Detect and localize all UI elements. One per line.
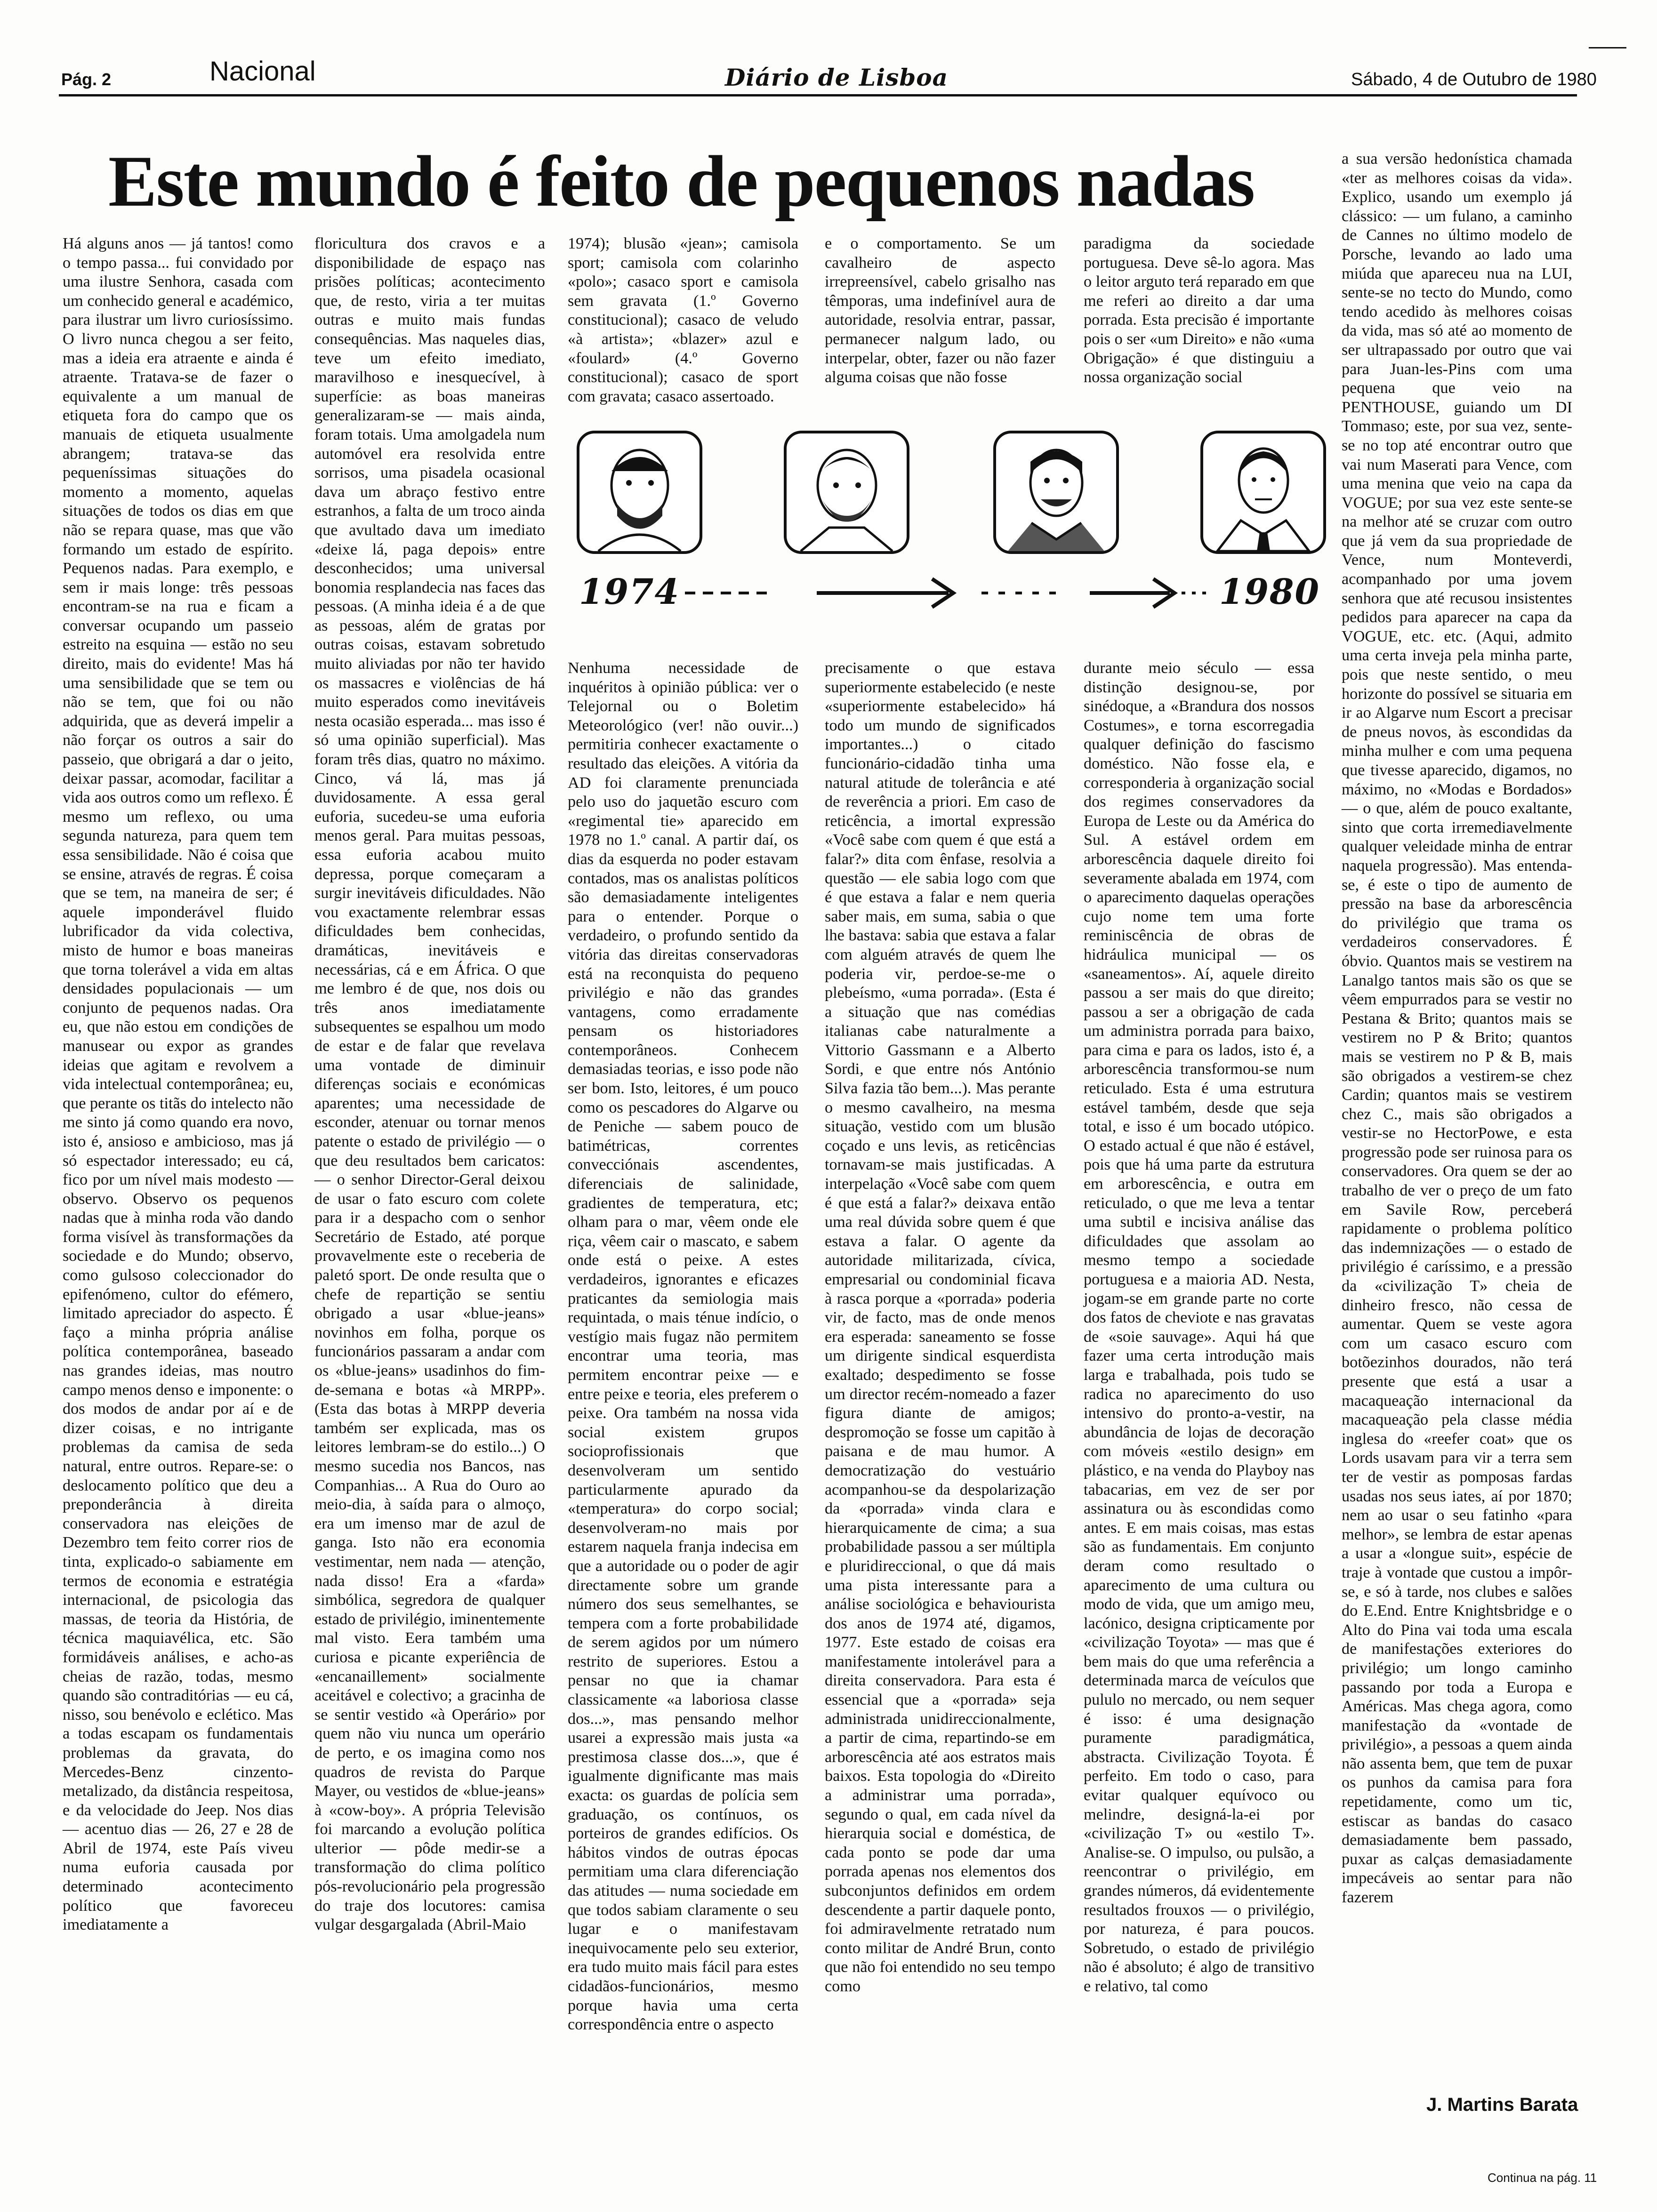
- suit-and-tie-man-icon: [1203, 433, 1323, 551]
- tv-screen-2: [784, 431, 909, 554]
- col5-text: durante meio século — essa distinção designou-se, por sinédoque, a «Brandura dos nossos Costumes», e torna escorregadia qualquer definição do fascismo doméstico. Não fosse ela, e corresponderia à organização social dos regimes conservadores da Europa de Leste ou da América do Sul. A estável ordem em arborescência daquele direito foi severamente abalada em 1974, com o aparecimento daquelas operações cujo nome tem uma forte reminiscência de obras de hidráulica municipal — os «saneamentos». Aí, aquele direito passou a ser mais do que direito; passou a ser a obrigação de cada um administra porrada para baixo, para cima e para os lados, isto é, a arborescência transformou-se num reticulado. Esta é uma estrutura estável também, desde que seja total, e isso é um bocado utópico. O estado actual é que não é estável, pois que há uma parte da estrutura em arborescência, e outra em reticulado, o que me leva a tentar uma subtil e incisiva análise das dificuldades que assolam ao mesmo tempo a sociedade portuguesa e a maioria AD. Nesta, jogam-se em grande parte no corte dos fatos de cheviote e nas gravatas de «soie sauvage». Aqui há que fazer uma certa introdução mais larga e trabalhada, pois tudo se radica no aparecimento do uso intensivo do pronto-a-vestir, na abundância de lojas de decoração com móveis «estilo design» em plástico, e na venda do Playboy nas tabacarias, em vez de ser por assinatura ou às escondidas como antes. E em mais coisas, mas estas são as fundamentais. Em conjunto deram como resultado o aparecimento de uma cultura ou modo de vida, que um amigo meu, lacónico, designa cripticamente por «civilização Toyota» — mas que é bem mais do que uma referência a determinada marca de veículos que pululo no mercado, ou nem sequer é isso: é uma designação puramente paradigmática, abstracta. Civilização Toyota. É perfeito. Em todo o caso, para evitar qualquer equívoco ou melindre, designá-la-ei por «civilização T» ou «estilo T». Analise-se. O impulso, ou pulsão, a reencontrar o privilégio, em grandes números, dá evidentemente resultados frouxos — o privilégio, por natureza, é para poucos. Sobretudo, o estado de privilégio não é absoluto; é algo de transitivo e relativo, tal como: [1084, 659, 1314, 1995]
- bearded-man-icon: [787, 433, 907, 551]
- column-4: [825, 659, 1055, 2158]
- column-6: [1342, 150, 1572, 2068]
- continuation-note: Continua na pág. 11: [1488, 2171, 1597, 2185]
- col3-text: Nenhuma necessidade de inquéritos à opinião pública: ver o Telejornal ou o Boletim Meteorológico (ver! não ouvir...) permitiria conhecer exactamente o resultado das eleições. A vitória da AD foi claramente prenunciada pelo uso do jaquetão escuro com «regimental tie» aparecido em 1978 no 1.º canal. A partir daí, os dias da esquerda no poder estavam contados, mas os analistas políticos são demasiadamente inteligentes para o entender. Porque o verdadeiro, o profundo sentido da vitória das direitas conservadoras está na reconquista do pequeno privilégio e não das grandes vantagens, como erradamente pensam os historiadores contemporâneos. Conhecem demasiadas teorias, e isso pode não ser bom. Isto, leitores, é um pouco como os pescadores do Algarve ou de Peniche — sabem pouco de batimétricas, correntes convecciónais ascendentes, diferenciais de salinidade, gradientes de temperatura, etc; olham para o mar, vêem onde ele riça, vêem cair o mascato, e sabem onde está o peixe. A estes verdadeiros, ignorantes e eficazes praticantes da semiologia mais requintada, o mais ténue indício, o vestígio mais fugaz não permitem encontrar uma teoria, mas permitem encontrar peixe — e entre peixe e teoria, eles preferem o peixe. Ora também na nossa vida social existem grupos socioprofissionais que desenvolveram um sentido particularmente apurado da «temperatura» do corpo social; desenvolveram-no mais por estarem naquela franja indecisa em que a autoridade ou o poder de agir directamente sobre um grande número dos seus semelhantes, se tempera com a forte probabilidade de serem agidos por um número restrito de superiores. Estou a pensar no que ia chamar classicamente «a laboriosa classe dos...», mas pensando melhor usarei a expressão mais justa «a prestimosa classe dos...», que é igualmente dignificante mas mais exacta: os guardas de polícia sem graduação, os contínuos, os porteiros de grandes edifícios. Os hábitos vindos de outras épocas permitiam uma clara diferenciação das atitudes — numa sociedade em que todos sabiam claramente o seu lugar e o manifestavam inequivocamente pelo seu exterior, era tudo muito mais fácil para estes cidadãos-funcionários, mesmo porque havia uma certa correspondência entre o aspecto: [568, 659, 798, 2034]
- column-3-top: [568, 234, 798, 405]
- section-label: Nacional: [209, 56, 316, 87]
- tv-screen-1980: [1200, 431, 1326, 554]
- corner-mark: [1589, 47, 1626, 48]
- col4-top-text: e o comportamento. Se um cavalheiro de aspecto irrepreensível, cabelo grisalho nas têmporas, uma indefinível aura de autoridade, resolvia entrar, passar, permanecer nalgum lado, ou interpelar, obter, fazer ou não fazer alguma coisas que não fosse: [825, 235, 1055, 386]
- col3-top-text: 1974); blusão «jean»; camisola sport; camisola com colarinho «polo»; casaco sport e camisola sem gravata (1.º Governo constitucional); casaco de veludo «à artista»; «blazer» azul e «foulard» (4.º Governo constitucional); casaco de sport com gravata; casaco assertoado.: [568, 235, 798, 405]
- jacket-man-icon: [996, 433, 1116, 551]
- column-3: [568, 659, 798, 2158]
- col2-text: floricultura dos cravos e a disponibilidade de espaço nas prisões políticas; acontecimento que, de resto, viria a ter muitas outras e muito mais fundas consequências. Mas naqueles dias, teve um efeito imediato, maravilhoso e inesquecível, à superfície: as boas maneiras generalizaram-se — mais ainda, foram totais. Uma amolgadela num automóvel era resolvida entre sorrisos, uma pisadela ocasional dava um abraço festivo entre estranhos, a falta de um troco ainda que avultado dava um imediato «deixe lá, paga depois» entre desconhecidos; uma universal bonomia resplandecia nas faces das pessoas. (A minha ideia é a de que as pessoas, além de gratas por outras coisas, estavam sobretudo muito aliviadas por não ter havido os massacres e violências de há muito esperados como inevitáveis nesta ocasião esperada... mas isso é só uma opinião superficial). Mas foram três dias, quatro no máximo. Cinco, vá lá, mas já duvidosamente. A essa geral euforia, sucedeu-se uma euforia menos geral. Para muitas pessoas, essa euforia acabou muito depressa, porque começaram a surgir inevitáveis dificuldades. Não vou exactamente relembrar essas dificuldades bem conhecidas, dramáticas, inevitáveis e necessárias, cá e em África. O que me lembro é de que, nos dois ou três anos imediatamente subsequentes se espalhou um modo de estar e de falar que revelava uma vontade de diminuir diferenças sociais e económicas aparentes; uma necessidade de esconder, atenuar ou tornar menos patente o estado de privilégio — o que deu resultados bem caricatos: — o senhor Director-Geral deixou de usar o fato escuro com colete para ir a despacho com o senhor Secretário de Estado, até porque provavelmente este o receberia de paletó sport. De onde resulta que o chefe de repartição se sentiu obrigado a usar «blue-jeans» novinhos em folha, porque os funcionários passaram a andar com os «blue-jeans» usadinhos do fim-de-semana e botas «à MRPP». (Esta das botas à MRPP deveria também ser explicada, mas os leitores lembram-se do estilo...) O mesmo sucedia nos Bancos, nas Companhias... A Rua do Ouro ao meio-dia, à saída para o almoço, era um imenso mar de azul de ganga. Isto não era economia vestimentar, nem nada — atenção, nada disso! Era a «farda» simbólica, segredora de qualquer estado de privilégio, iminentemente mal visto. Eera também uma curiosa e picante experiência de «encanaillement» socialmente aceitável e colectivo; a gracinha de se sentir vestido «à Operário» por quem não viu nunca um operário de perto, e os imagina como nos quadros de revista do Parque Mayer, ou vestidos de «blue-jeans» à «cow-boy». A própria Televisão foi marcando a evolução política ulterior — pôde medir-se a transformação do clima político pós-revolucionário pela progressão do traje dos locutores: camisa vulgar desgargalada (Abril-Maio: [314, 235, 545, 1934]
- column-4-top: [825, 234, 1055, 390]
- illustration-tv-heads: [563, 431, 1325, 649]
- tv-screen-3: [993, 431, 1119, 554]
- issue-date: Sábado, 4 de Outubro de 1980: [1351, 70, 1597, 89]
- page-number: Pág. 2: [61, 70, 112, 89]
- col5-top-text: paradigma da sociedade portuguesa. Deve sê-lo agora. Mas o leitor arguto terá reparado em que me referi ao direito a dar uma porrada. Esta precisão é importante pois o ser «um Direito» e não «uma Obrigação» é que distinguiu a nossa organização social: [1084, 235, 1314, 386]
- bearded-revolutionary-icon: [579, 433, 700, 551]
- tv-screen-1974: [577, 431, 702, 554]
- year-start-label: 1974: [579, 572, 680, 612]
- col1-text: Há alguns anos — já tantos! como o tempo passa... fui convidado por uma ilustre Senhora, casada com um conhecido general e académico, para ilustrar um livro curiosíssimo. O livro nunca chegou a ser feito, mas a ideia era atraente e ainda é atraente. Tratava-se de fazer o equivalente a um manual de etiqueta fora do campo que os manuais de etiqueta usualmente abrangem; tratava-se das pequeníssimas situações do momento a momento, aquelas situações de todos os dias em que não se repara quase, mas que vão formando um estado de espírito. Pequenos nadas. Para exemplo, e sem ir mais longe: três pessoas encontram-se na rua e ficam a conversar ocupando um passeio estreito na esquina — estão no seu direito, mais do evidente! Mas há uma sensibilidade que se tem ou não se tem, que foi ou não adquirida, que as deverá impelir a não forçar os outros a sair do passeio, que obrigará a dar o jeito, deixar passar, acomodar, facilitar a vida aos outros como um reflexo. É mesmo um reflexo, ou uma segunda natureza, para quem tem essa sensibilidade. Não é coisa que se ensine, através de regras. É coisa que se tem, na maneira de ser; é aquele imponderável fluido lubrificador da vida colectiva, misto de humor e boas maneiras que torna tolerável a vida em altas densidades populacionais — um conjunto de pequenos nadas. Ora eu, que não estou em condições de manusear ou expor as grandes ideias que agitam e revolvem a vida intelectual contemporânea; eu, que perante os titãs do intelecto não me sinto já como quando era novo, isto é, ansioso e ambicioso, mas já só espectador interessado; eu cá, fico por um nível mais modesto — observo. Observo os pequenos nadas que à minha roda vão dando forma visível às transformações da sociedade e do Mundo; observo, como gulsoso coleccionador do epifenómeno, cultor do efémero, limitado apreciador do aspecto. É faço a minha própria análise política contemporânea, baseado nas grandes ideias, mas noutro campo menos denso e imponente: o dos modos de andar por aí e de dizer coisas, e no intrigante problemas da camisa de seda natural, entre outros. Repare-se: o deslocamento político que deu a preponderância à direita conservadora nas eleições de Dezembro tem feito correr rios de tinta, explicado-o sabiamente em termos de economia e estratégia internacional, de psicologia das massas, de teoria da História, de técnica maquiavélica, etc. São formidáveis análises, e acho-as cheias de razão, todas, mesmo quando são contraditórias — eu cá, nisso, sou benévolo e eclético. Mas a todas escapam os fundamentais problemas da gravata, do Mercedes-Benz cinzento-metalizado, da distância respeitosa, e da velocidade do Jeep. Nos dias — acentuo dias — 26, 27 e 28 de Abril de 1974, este País viveu numa euforia causada por determinado acontecimento político que favoreceu imediatamente a: [63, 235, 293, 1934]
- column-5: [1084, 659, 1314, 2160]
- column-5-top: [1084, 234, 1314, 390]
- paper-name: Diário de Lisboa: [725, 64, 949, 91]
- col6-text: a sua versão hedonística chamada «ter as melhores coisas da vida». Explico, usando um exemplo já clássico: — um fulano, a caminho de Cannes no último modelo de Porsche, levando ao lado uma miúda que apareceu nua na LUI, sente-se no tecto do Mundo, como tendo acedido às melhores coisas da vida, mas só até ao momento de ser ultrapassado por outro que vai para Juan-les-Pins com uma pequena que veio na PENTHOUSE, guiando um DI Tommaso; este, por sua vez, sente-se no top até encontrar outro que vai num Maserati para Vence, com uma menina que veio na capa da VOGUE; por sua vez este sente-se na melhor até se cruzar com outro que já vem da sua propriedade de Vence, num Monteverdi, acompanhado por uma jovem senhora que até recusou insistentes pedidos para aparecer na capa da VOGUE, etc. etc. (Aqui, admito uma certa inveja pela minha parte, pois que neste sentido, o meu horizonte do possível se situaria em ir ao Algarve num Escort a precisar de pneus novos, às escondidas da minha mulher e com uma pequena que tivesse aparecido, digamos, no máximo, no «Modas e Bordados» — o que, além de pouco exaltante, sinto que corta irremediavelmente qualquer veleidade minha de entrar naquela progressão). Mas entenda-se, é este o tipo de aumento de pressão na base da arborescência do privilégio que trama os verdadeiros conservadores. É óbvio. Quantos mais se vestirem na Lanalgo tantos mais são os que se vêem empurrados para se vestir no Pestana & Brito; quantos mais se vestirem no P & Brito; quantos mais se vestirem no P & B, mais são obrigados a vestirem-se chez Cardin; quantos mais se vestirem chez C., mais são obrigados a vestir-se no HectorPowe, e esta progressão pode ser ruinosa para os conservadores. Ora quem se der ao trabalho de ver o preço de um fato em Savile Row, perceberá rapidamente o problema político das indemnizações — o estado de privilégio é caríssimo, e a pressão da «civilização T» cheia de dinheiro fresco, não cessa de aumentar. Quem se veste agora com um casaco escuro com botõezinhos dourados, não terá presente que está a usar a macaqueação internacional da macaqueação pela classe média inglesa do «reefer coat» que os Lords usavam para vir a terra sem ter de vestir as pomposas fardas usadas nos seus iates, aí por 1870; nem ao usar o seu fatinho «para melhor», se lembra de estar apenas a usar a «longue suit», espécie de traje à vontade que custou a impôr-se, e só à tarde, nos clubes e salões do E.End. Entre Knightsbridge e o Alto do Pina vai toda uma escala de manifestações exteriores do privilégio; um longo caminho passando por toda a Europa e Américas. Mas chega agora, como manifestação da «vontade de privilégio», a pessoas a quem ainda não assenta bem, que tem de puxar os punhos da camisa para fora repetidamente, como um tic, estiscar as bandas do casaco demasiadamente bem passado, puxar as calças demasiadamente impecáveis ao sentar para não fazerem: [1342, 150, 1572, 1907]
- col4-text: precisamente o que estava superiormente estabelecido (e neste «superiormente estabelecido» há todo um mundo de significados importantes...) o citado funcionário-cidadão tinha uma natural atitude de tolerância e até de reverência a priori. Em caso de reticência, a imortal expressão «Você sabe com quem é que está a falar?» dita com ênfase, resolvia a questão — ele sabia logo com que é que estava a falar e nem queria saber mais, em suma, sabia o que lhe bastava: sabia que estava a falar com alguém através de quem lhe poderia vir, perdoe-se-me o plebeísmo, «uma porrada». (Esta é a situação que nas comédias italianas cabe naturalmente a Vittorio Gassmann e a Alberto Sordi, e que entre nós António Silva fazia tão bem...). Mas perante o mesmo cavalheiro, na mesma situação, vestido com um blusão coçado e uns levis, as reticências tornavam-se mais justificadas. A interpelação «Você sabe com quem é que está a falar?» deixava então uma real dúvida sobre quem é que estava a falar. O agente da autoridade militarizada, cívica, empresarial ou condominial ficava à rasca porque a «porrada» poderia vir, de facto, mas de onde menos era esperada: saneamento se fosse um dirigente sindical esquerdista exaltado; despedimento se fosse um director recém-nomeado a fazer figura diante de amigos; despromoção se fosse um capitão à paisana e de mau humor. A democratização do vestuário acompanhou-se da despolarização da «porrada» vinda clara e hierarquicamente de cima; a sua probabilidade passou a ser múltipla e pluridireccional, o que dá mais uma pista interessante para a análise sociológica e behaviourista dos anos de 1974 até, digamos, 1977. Este estado de coisas era manifestamente intolerável para a direita conservadora. Para esta é essencial que a «porrada» seja administrada unidireccionalmente, a partir de cima, repartindo-se em arborescência até aos estratos mais baixos. Esta topologia do «Direito a administrar uma porrada», segundo o qual, em cada nível da hierarquia social e doméstica, de cada ponto se pode dar uma porrada apenas nos elementos dos subconjuntos definidos em ordem descendente a partir daquele ponto, foi admiravelmente retratado num conto militar de André Brun, conto que não foi entendido no seu tempo como: [825, 659, 1055, 1995]
- year-end-label: 1980: [1219, 572, 1320, 612]
- timeline-arrow-icon: [676, 572, 1217, 614]
- column-2: [314, 234, 545, 2159]
- headline: Este mundo é feito de pequenos nadas: [108, 141, 1255, 222]
- column-1: [63, 234, 293, 2155]
- author-byline: J. Martins Barata: [1426, 2094, 1578, 2115]
- header-rule: [59, 94, 1577, 96]
